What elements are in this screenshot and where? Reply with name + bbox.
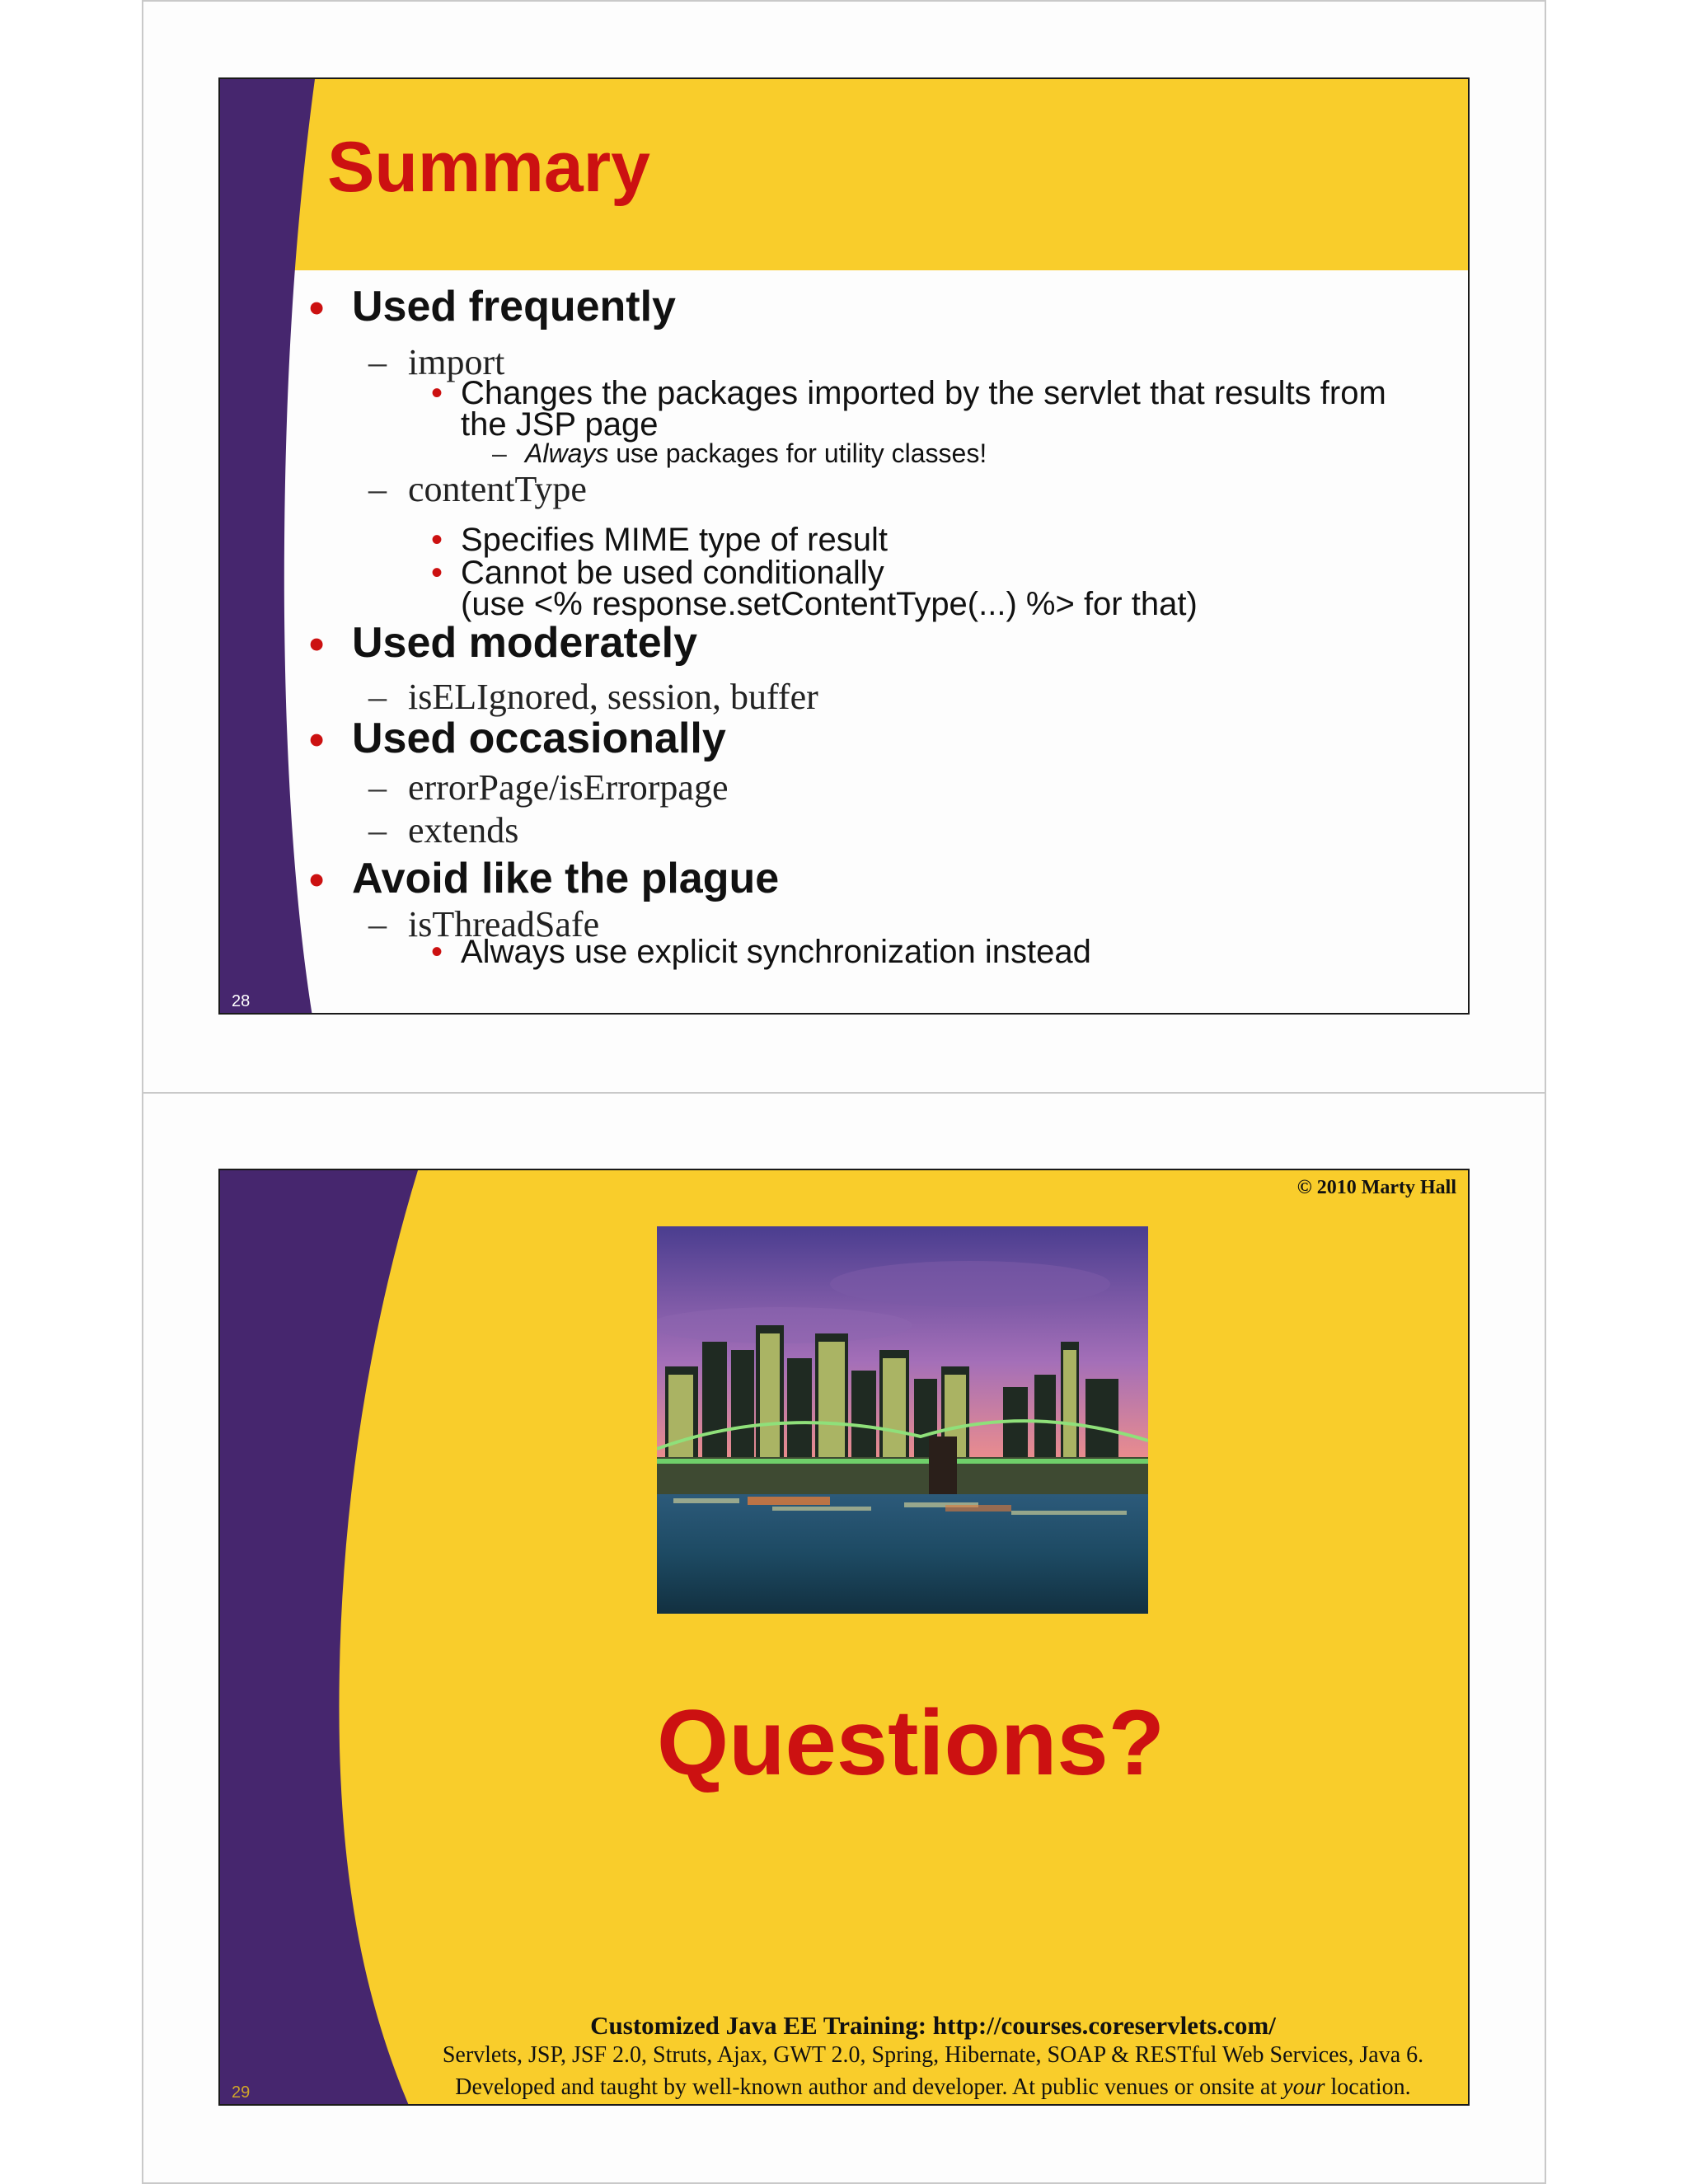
dash-marker: –	[368, 810, 387, 851]
bullet-level-2-text: isELIgnored, session, buffer	[408, 677, 818, 717]
bullet-marker: •	[309, 856, 325, 904]
bullet-level-1-text: Used occasionally	[352, 715, 726, 762]
bullet-marker: •	[309, 716, 325, 764]
bullet-level-3-text: Specifies MIME type of result	[461, 522, 888, 558]
dash-marker: –	[368, 904, 387, 944]
bullet-level-4-text: Always use packages for utility classes!	[525, 438, 987, 468]
training-footer-title: Customized Java EE Training: http://courses.coreservlets.com/	[590, 2011, 1276, 2040]
bullet-marker: •	[431, 934, 443, 970]
bullet-level-1-text: Used moderately	[352, 619, 698, 667]
bullet-level-3-text: the JSP page	[461, 406, 659, 443]
questions-heading: Questions?	[657, 1691, 1165, 1794]
bullet-marker: •	[431, 375, 443, 411]
bullet-level-2-text: extends	[408, 810, 519, 851]
bullet-level-2-text: errorPage/isErrorpage	[408, 767, 729, 808]
bullet-level-3-text: Cannot be used conditionally	[461, 555, 884, 591]
dash-marker: –	[492, 438, 507, 468]
bullet-level-3-text: Changes the packages imported by the servlet that results from	[461, 375, 1386, 411]
training-footer-topics: Servlets, JSP, JSF 2.0, Struts, Ajax, GWT 2.0, Spring, Hibernate, SOAP & RESTful Web Services, Java 6.	[442, 2042, 1424, 2068]
dash-marker: –	[368, 342, 387, 382]
dash-marker: –	[368, 677, 387, 717]
dash-marker: –	[368, 469, 387, 509]
bullet-marker: •	[309, 621, 325, 668]
bullet-marker: •	[431, 522, 443, 558]
page-number: 28	[232, 992, 251, 1010]
dash-marker: –	[368, 767, 387, 808]
summary-bullets	[220, 79, 1468, 1013]
bullet-level-1-text: Avoid like the plague	[352, 855, 780, 902]
slide-questions	[218, 1169, 1470, 2106]
training-footer-delivery: Developed and taught by well-known author and developer. At public venues or onsite at your location.	[455, 2074, 1411, 2100]
slide-summary	[218, 77, 1470, 1015]
copyright-notice: © 2010 Marty Hall	[1296, 1177, 1456, 1198]
city-skyline-photo	[657, 1226, 1148, 1614]
bullet-level-2-text: contentType	[408, 469, 587, 509]
bullet-level-2-text: isThreadSafe	[408, 904, 600, 944]
bullet-level-3-text: Always use explicit synchronization instead	[461, 934, 1091, 970]
bullet-marker: •	[431, 555, 443, 591]
slide-title: Summary	[327, 128, 650, 207]
page-number: 29	[232, 2083, 251, 2102]
bullet-marker: •	[309, 284, 325, 332]
bullet-level-2-text: import	[408, 342, 505, 382]
bullet-level-3-text: (use <% response.setContentType(...) %> for that)	[461, 586, 1198, 622]
bullet-level-1-text: Used frequently	[352, 283, 676, 330]
